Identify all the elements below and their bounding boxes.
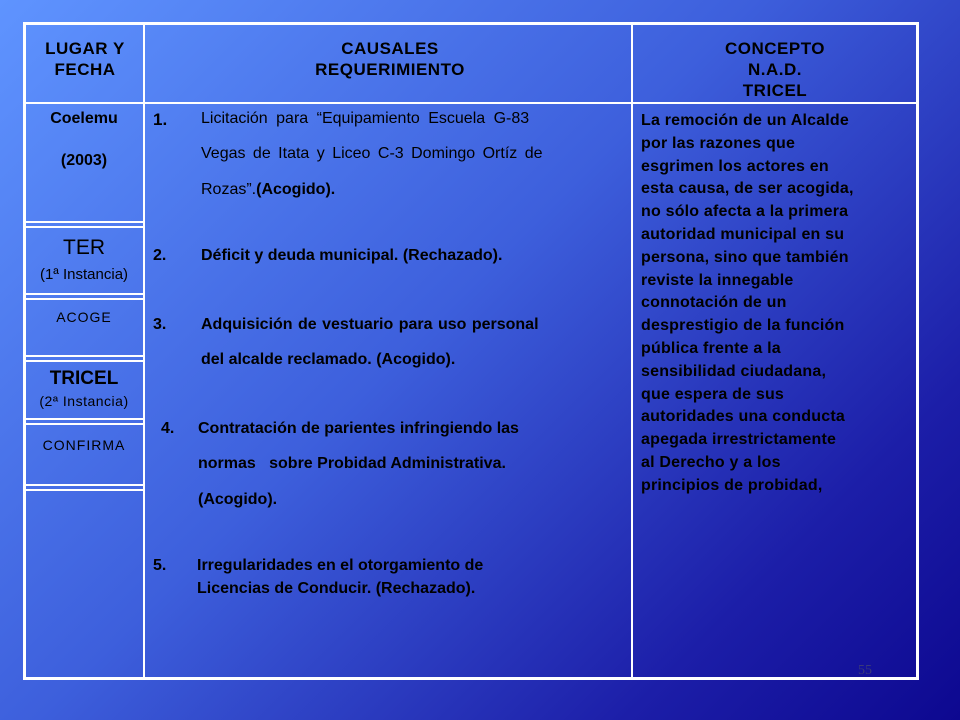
left-divider-2 xyxy=(23,226,144,228)
page-number: 55 xyxy=(858,663,872,678)
left-divider-6 xyxy=(23,360,144,362)
ter-instance: (1ª Instancia) xyxy=(39,266,129,283)
item-line: Déficit y deuda municipal. (Rechazado). xyxy=(201,247,503,264)
item-line: Licencias de Conducir. (Rechazado). xyxy=(197,580,476,597)
header-causales xyxy=(270,38,510,80)
item-line-last xyxy=(201,181,335,199)
item-line: (Acogido). xyxy=(198,491,278,508)
item-number: 5. xyxy=(153,557,167,574)
concept-line: reviste la innegable xyxy=(641,271,794,289)
item-line: Vegas de Itata y Liceo C-3 Domingo Ortíz de xyxy=(201,145,543,162)
header-lugar-fecha xyxy=(28,38,142,80)
tricel-instance: (2ª Instancia) xyxy=(39,393,129,409)
header-col3-line2: N.A.D. xyxy=(748,60,802,79)
item-line: Licitación para “Equipamiento Escuela G-83 xyxy=(201,110,530,127)
header-col1-line1: LUGAR Y xyxy=(45,39,125,58)
concept-line: connotación de un xyxy=(641,294,787,312)
column-divider-1 xyxy=(143,22,145,680)
concept-line: al Derecho y a los xyxy=(641,453,781,471)
header-col3-line3: TRICEL xyxy=(742,81,808,100)
item-text-bold: (Acogido). xyxy=(256,181,336,198)
concept-line: pública frente a la xyxy=(641,339,781,357)
concept-line: La remoción de un Alcalde xyxy=(641,112,850,129)
concept-line: persona, sino que también xyxy=(641,248,849,266)
header-col2-line2: REQUERIMIENTO xyxy=(315,60,465,79)
concept-line: principios de probidad, xyxy=(641,476,823,494)
left-divider-7 xyxy=(23,418,144,420)
column-divider-2 xyxy=(631,22,633,680)
list-item-3 xyxy=(153,316,628,376)
concept-line: esgrimen los actores en xyxy=(641,157,829,175)
item-text-plain: Rozas”. xyxy=(201,181,257,198)
left-divider-3 xyxy=(23,293,144,295)
concept-line: no sólo afecta a la primera xyxy=(641,203,849,221)
item-number: 1. xyxy=(153,110,168,129)
ter-label: TER xyxy=(63,236,105,259)
item-number: 2. xyxy=(153,247,167,264)
concept-line: desprestigio de la función xyxy=(641,317,845,335)
left-divider-9 xyxy=(23,484,144,486)
concept-line: autoridad municipal en su xyxy=(641,225,845,243)
item-line: Adquisición de vestuario para uso personal xyxy=(201,316,539,333)
left-divider-5 xyxy=(23,355,144,357)
list-item-4 xyxy=(161,420,628,520)
header-col2-line1: CAUSALES xyxy=(341,39,439,58)
header-divider xyxy=(23,102,919,104)
item-line: Contratación de parientes infringiendo las xyxy=(198,420,519,437)
list-item-5 xyxy=(153,557,628,607)
list-item-2 xyxy=(153,247,628,271)
concept-text xyxy=(641,110,854,498)
concept-line: autoridades una conducta xyxy=(641,408,845,426)
acoge-label: ACOGE xyxy=(56,309,112,325)
item-number: 4. xyxy=(161,420,175,437)
concept-line: esta causa, de ser acogida, xyxy=(641,180,854,198)
place-year: (2003) xyxy=(60,152,108,169)
concept-line: que espera de sus xyxy=(641,385,785,403)
tricel-label: TRICEL xyxy=(49,368,119,389)
concept-line: sensibilidad ciudadana, xyxy=(641,362,827,380)
left-divider-1 xyxy=(23,221,144,223)
place-name: Coelemu xyxy=(50,110,118,127)
confirma-label: CONFIRMA xyxy=(42,437,126,453)
left-divider-8 xyxy=(23,423,144,425)
concept-line: apegada irrestrictamente xyxy=(641,431,837,449)
list-item-1 xyxy=(153,110,628,210)
item-line: Irregularidades en el otorgamiento de xyxy=(197,557,484,574)
item-line: del alcalde reclamado. (Acogido). xyxy=(201,351,456,368)
header-col1-line2: FECHA xyxy=(54,60,116,79)
item-line: normas sobre Probidad Administrativa. xyxy=(198,455,506,472)
item-number: 3. xyxy=(153,316,167,333)
header-col3-line1: CONCEPTO xyxy=(724,39,826,58)
header-concepto xyxy=(690,38,860,101)
concept-line: por las razones que xyxy=(641,134,796,152)
left-divider-10 xyxy=(23,489,144,491)
left-divider-4 xyxy=(23,298,144,300)
